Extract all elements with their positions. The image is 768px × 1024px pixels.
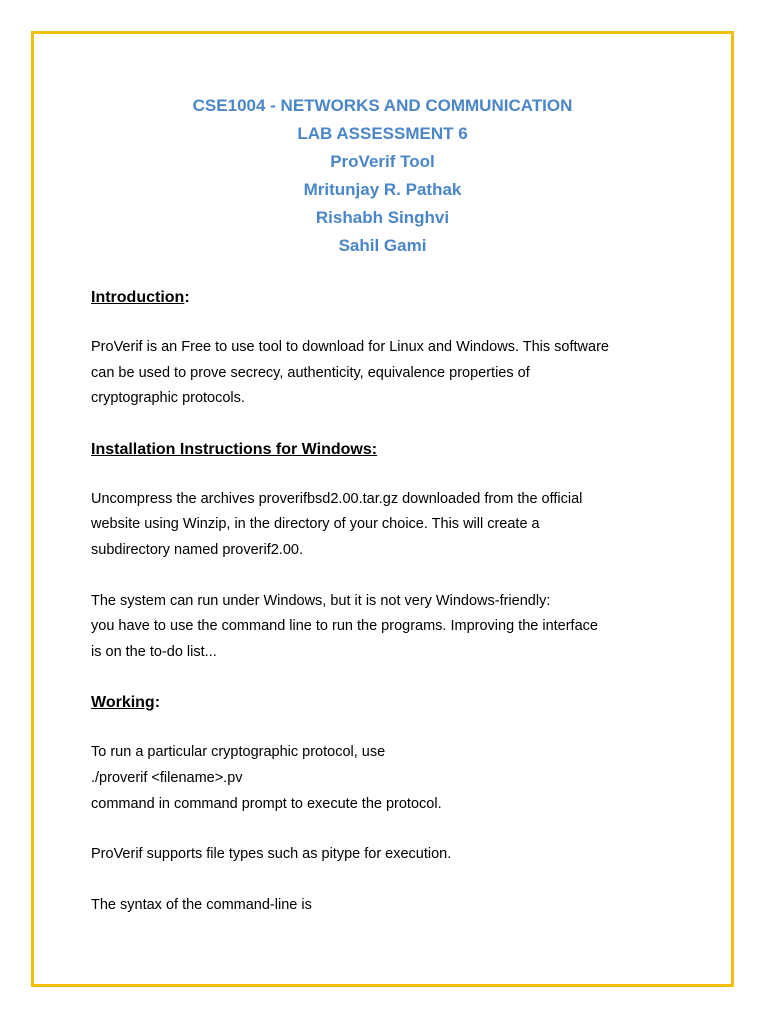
working-command-line: ./proverif <filename>.pv: [91, 769, 243, 786]
intro-line: can be used to prove secrecy, authenticity, equivalence properties of: [91, 364, 530, 381]
install-line: The system can run under Windows, but it is not very Windows-friendly:: [91, 592, 551, 609]
assessment-title: LAB ASSESSMENT 6: [297, 124, 468, 143]
install-line: is on the to-do list...: [91, 643, 217, 660]
working-heading-text: Working: [91, 694, 155, 712]
installation-heading: [91, 437, 691, 463]
document-body: [91, 285, 691, 943]
working-heading: [91, 690, 691, 716]
document-title-block: [34, 92, 731, 260]
install-line: you have to use the command line to run the programs. Improving the interface: [91, 618, 598, 635]
install-line: subdirectory named proverif2.00.: [91, 541, 303, 558]
author-3: Sahil Gami: [338, 236, 427, 255]
author-2: Rishabh Singhvi: [315, 208, 450, 227]
introduction-heading-colon: :: [184, 289, 190, 306]
working-paragraph-2: [91, 842, 691, 868]
working-line: command in command prompt to execute the protocol.: [91, 795, 442, 812]
intro-line: cryptographic protocols.: [91, 390, 245, 407]
installation-heading-text: Installation Instructions for Windows:: [91, 440, 378, 458]
installation-paragraph-1: [91, 487, 691, 564]
working-paragraph-1: [91, 740, 691, 817]
install-line: website using Winzip, in the directory of your choice. This will create a: [91, 516, 540, 533]
install-line: Uncompress the archives proverifbsd2.00.tar.gz downloaded from the official: [91, 490, 583, 507]
introduction-heading-text: Introduction: [91, 289, 185, 306]
tool-title: ProVerif Tool: [330, 152, 435, 171]
author-1: Mritunjay R. Pathak: [303, 180, 462, 199]
working-heading-colon: :: [154, 694, 161, 712]
course-title: CSE1004 - NETWORKS AND COMMUNICATION: [192, 96, 573, 115]
working-line: The syntax of the command-line is: [91, 896, 312, 913]
working-paragraph-3: [91, 893, 691, 919]
installation-paragraph-2: [91, 589, 691, 666]
working-line: ProVerif supports file types such as pitype for execution.: [91, 846, 452, 863]
working-line: To run a particular cryptographic protocol, use: [91, 744, 386, 761]
introduction-paragraph: [91, 335, 691, 412]
introduction-heading: [91, 285, 691, 311]
intro-line: ProVerif is an Free to use tool to download for Linux and Windows. This software: [91, 339, 609, 355]
